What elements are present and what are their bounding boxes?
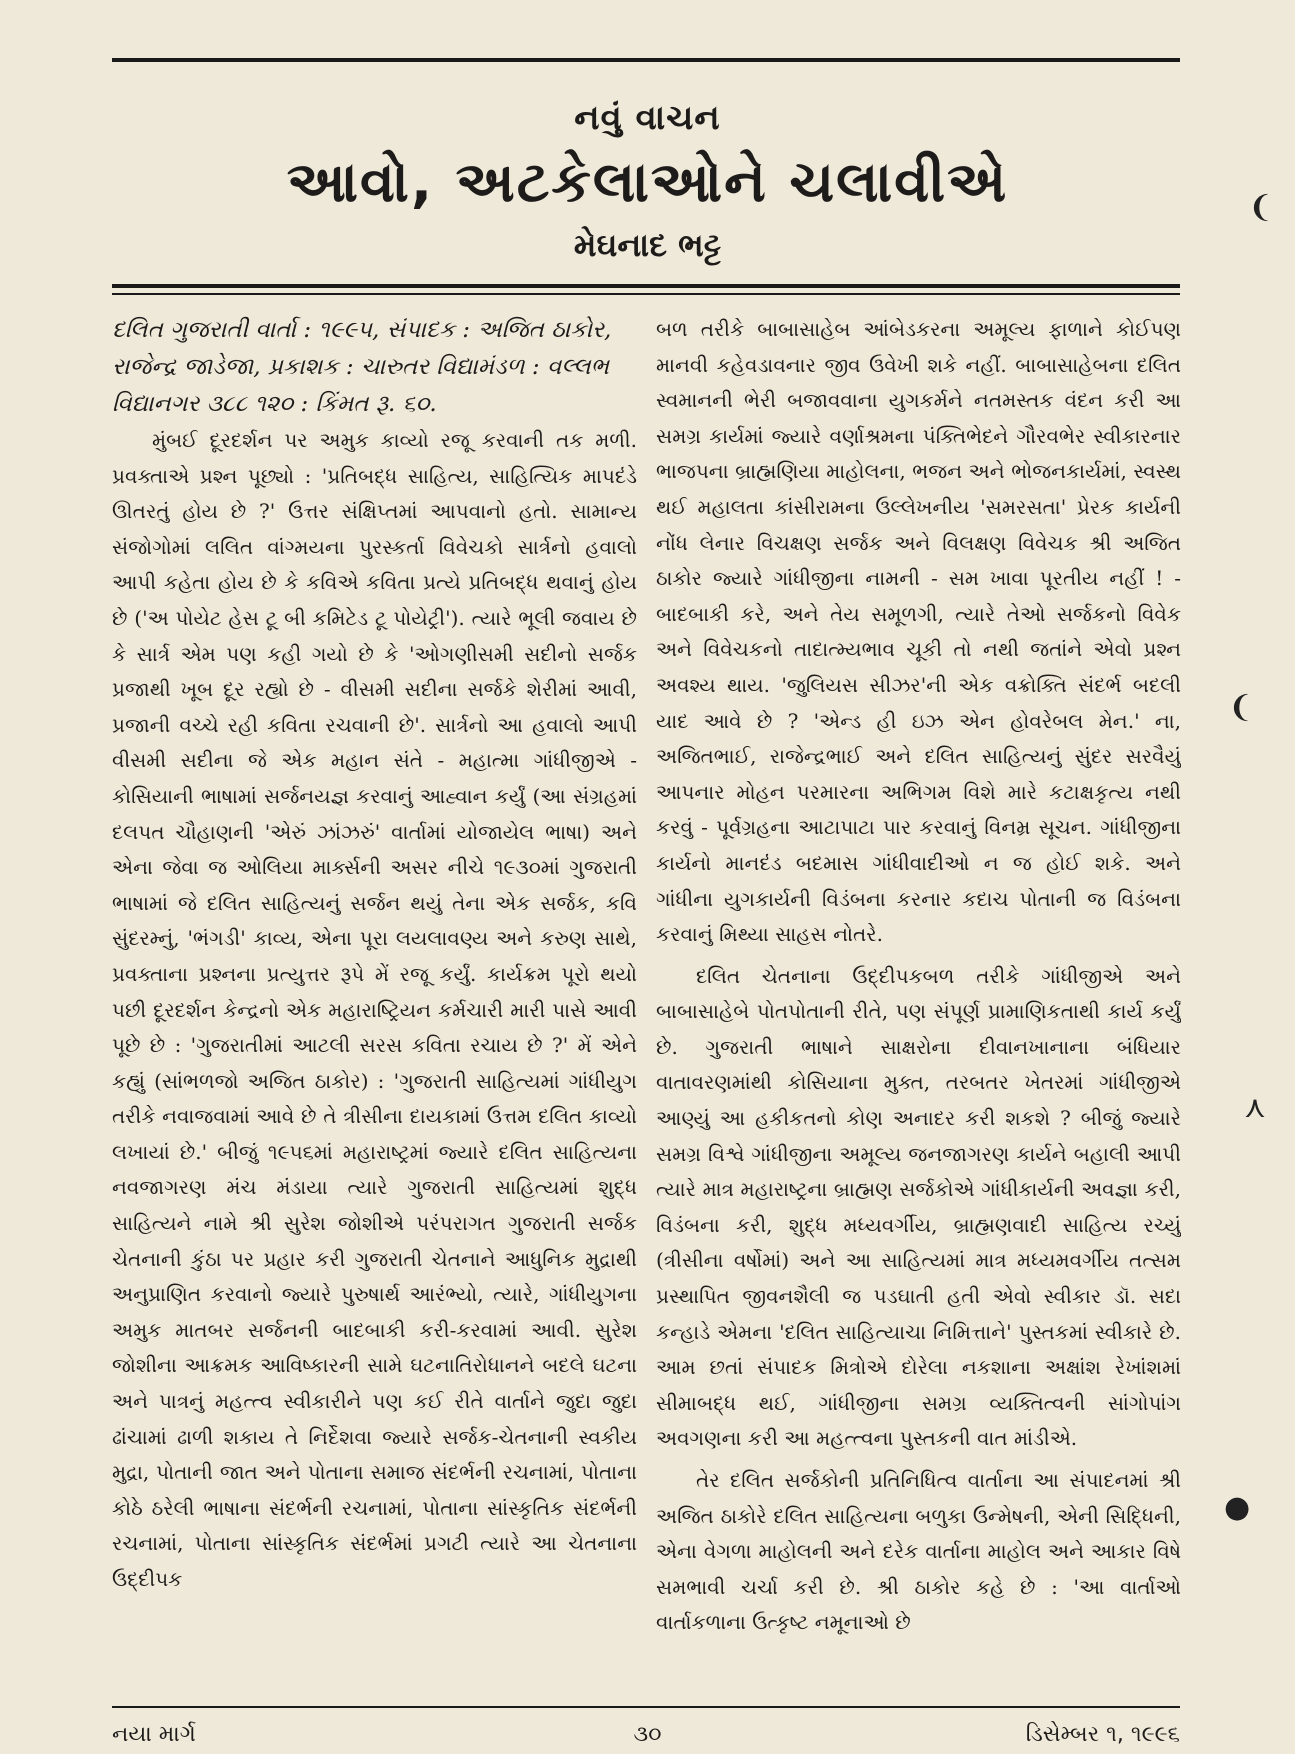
right-column bbox=[656, 312, 1181, 1692]
footer-page-number: ૩૦ bbox=[633, 1722, 662, 1747]
ink-blot-icon: ● bbox=[1224, 1490, 1251, 1525]
right-paragraph-1: બળ તરીકે બાબાસાહેબ આંબેડકરના અમૂલ્ય ફાળાને કોઈપણ માનવી કહેવડાવનાર જીવ ઉવેખી શકે નહીં. બાબાસાહેબના દલિત સ્વમાનની ભેરી બજાવવાના યુગકર્મને નતમસ્તક વંદન કરી આ સમગ્ર કાર્યમાં જ્યારે વર્ણાશ્રમના પંક્તિભેદને ગૌરવભેર સ્વીકારનાર ભાજપના બ્રાહ્મણિયા માહોલના, ભજન અને ભોજનકાર્યમાં, સ્વસ્થ થઈ મહાલતા કાંસીરામના ઉલ્લેખનીય 'સમરસતા' પ્રેરક કાર્યની નોંધ લેનાર વિચક્ષણ સર્જક અને વિલક્ષણ વિવેચક શ્રી અજિત ઠાકોર જ્યારે ગાંધીજીના નામની - સમ ખાવા પૂરતીય નહીં ! - બાદબાકી કરે, અને તેય સમૂળગી, ત્યારે તેઓ સર્જકનો વિવેક અને વિવેચકનો તાદાત્મ્યભાવ ચૂકી તો નથી જતાંને એવો પ્રશ્ન અવશ્ય થાય. 'જુલિયસ સીઝર'ની એક વક્રોક્તિ સંદર્ભ બદલી યાદ આવે છે ? 'એન્ડ હી ઇઝ એન હોવરેબલ મેન.' ના, અજિતભાઈ, રાજેન્દ્રભાઈ અને દલિત સાહિત્યનું સુંદર સરવૈયું આપનાર મોહન પરમારના અભિગમ વિશે મારે કટાક્ષકૃત્ય નથી કરવું - પૂર્વગ્રહના આટાપાટા પાર કરવાનું વિનમ્ર સૂચન. ગાંધીજીના કાર્યનો માનદંડ બદમાસ ગાંધીવાદીઓ ન જ હોઈ શકે. અને ગાંધીના યુગકાર્યની વિડંબના કરનાર કદાચ પોતાની જ વિડંબના કરવાનું મિથ્યા સાહસ નોતરે. bbox=[656, 317, 1181, 947]
section-kicker: નવું વાચન bbox=[574, 98, 721, 138]
margin-mark-icon: ⋏ bbox=[1244, 1090, 1266, 1125]
footer-rule bbox=[112, 1706, 1180, 1708]
book-info: દલિત ગુજરાતી વાર્તા : ૧૯૯૫, સંપાદક : અજિત ઠાકોર, રાજેન્દ્ર જાડેજા, પ્રકાશક : ચારુતર વિદ્યામંડળ : વલ્લભ વિદ્યાનગર ૩૮૮ ૧૨૦ : કિંમત રૂ. ૬૦. bbox=[112, 317, 612, 417]
article-author: મેઘનાદ ભટ્ટ bbox=[573, 226, 722, 264]
right-paragraph-3: તેર દલિત સર્જકોની પ્રતિનિધિત્વ વાર્તાના આ સંપાદનમાં શ્રી અજિત ઠાકોરે દલિત સાહિત્યના બળુકા ઉન્મેષની, એની સિદ્ધિની, એના વેગળા માહોલની અને દરેક વાર્તાના માહોલ અને આકાર વિષે સમભાવી ચર્ચા કરી છે. શ્રી ઠાકોર કહે છે : 'આ વાર્તાઓ વાર્તાકળાના ઉત્કૃષ્ટ નમૂનાઓ છે bbox=[656, 1468, 1181, 1635]
header-rule-thick bbox=[112, 284, 1180, 288]
margin-mark-icon: ❨ bbox=[1228, 690, 1254, 725]
left-paragraph-1: મુંબઈ દૂરદર્શન પર અમુક કાવ્યો રજૂ કરવાની તક મળી. પ્રવક્તાએ પ્રશ્ન પૂછ્યો : 'પ્રતિબદ્ધ સાહિત્ય, સાહિત્યિક માપદંડે ઊતરતું હોય છે ?' ઉત્તર સંક્ષિપ્તમાં આપવાનો હતો. સામાન્ય સંજોગોમાં લલિત વાંગ્મયના પુરસ્કર્તા વિવેચકો સાર્ત્રનો હવાલો આપી કહેતા હોય છે કે કવિએ કવિતા પ્રત્યે પ્રતિબદ્ધ થવાનું હોય છે ('અ પોયેટ હેસ ટૂ બી કમિટેડ ટૂ પોયેટ્રી'). ત્યારે ભૂલી જવાય છે કે સાર્ત્ર એમ પણ કહી ગયો છે કે 'ઓગણીસમી સદીનો સર્જક પ્રજાથી ખૂબ દૂર રહ્યો છે - વીસમી સદીના સર્જકે શેરીમાં આવી, પ્રજાની વચ્ચે રહી કવિતા રચવાની છે'. સાર્ત્રનો આ હવાલો આપી વીસમી સદીના જે એક મહાન સંતે - મહાત્મા ગાંધીજીએ - કોસિયાની ભાષામાં સર્જનયજ્ઞ કરવાનું આહ્વાન કર્યું (આ સંગ્રહમાં દલપત ચૌહાણની 'એરું ઝાંઝરું' વાર્તામાં યોજાયેલ ભાષા) અને એના જેવા જ ઓલિયા માર્ક્સની અસર નીચે ૧૯૩૦માં ગુજરાતી ભાષામાં જે દલિત સાહિત્યનું સર્જન થયું તેના એક સર્જક, કવિ સુંદરમ્નું, 'ભંગડી' કાવ્ય, એના પૂરા લયલાવણ્ય અને કરુણ સાથે, પ્રવક્તાના પ્રશ્નના પ્રત્યુત્તર રૂપે મેં રજૂ કર્યું. કાર્યક્રમ પૂરો થયો પછી દૂરદર્શન કેન્દ્રનો એક મહારાષ્ટ્રિયન કર્મચારી મારી પાસે આવી પૂછે છે : 'ગુજરાતીમાં આટલી સરસ કવિતા રચાય છે ?' મેં એને કહ્યું (સાંભળજો અજિત ઠાકોર) : 'ગુજરાતી સાહિત્યમાં ગાંધીયુગ તરીકે નવાજવામાં આવે છે તે ત્રીસીના દાયકામાં ઉત્તમ દલિત કાવ્યો લખાયાં છે.' બીજું ૧૯૫૬માં મહારાષ્ટ્રમાં જ્યારે દલિત સાહિત્યના નવજાગરણ મંચ મંડાયા ત્યારે ગુજરાતી સાહિત્યમાં શુદ્ધ સાહિત્યને નામે શ્રી સુરેશ જોશીએ પરંપરાગત ગુજરાતી સર્જક ચેતનાની કુંઠા પર પ્રહાર કરી ગુજરાતી ચેતનાને આધુનિક મુદ્રાથી અનુપ્રાણિત કરવાનો જ્યારે પુરુષાર્થ આરંભ્યો, ત્યારે, ગાંધીયુગના અમુક માતબર સર્જનની બાદબાકી કરી-કરવામાં આવી. સુરેશ જોશીના આક્રમક આવિષ્કારની સામે ઘટનાતિરોધાનને બદલે ઘટના અને પાત્રનું મહત્ત્વ સ્વીકારીને પણ કઈ રીતે વાર્તાને જુદા જુદા ઢાંચામાં ઢાળી શકાય તે નિર્દેશવા જ્યારે સર્જક-ચેતનાની સ્વકીય મુદ્રા, પોતાની જાત અને પોતાના સમાજ સંદર્ભની રચનામાં, પોતાના કોઠે ઠરેલી ભાષાના સંદર્ભની રચનામાં, પોતાના સાંસ્કૃતિક સંદર્ભની રચનામાં, પોતાના સાંસ્કૃતિક સંદર્ભમાં પ્રગટી ત્યારે આ ચેતનાના ઉદ્દીપક bbox=[112, 428, 637, 1591]
left-column bbox=[112, 312, 637, 1692]
top-rule bbox=[112, 58, 1180, 62]
footer-date: ડિસેમ્બર ૧, ૧૯૯૬ bbox=[1025, 1722, 1180, 1747]
header-rule-thin bbox=[112, 293, 1180, 295]
margin-mark-icon: ❨ bbox=[1248, 190, 1274, 225]
article-title: આવો, અટકેલાઓને ચલાવીએ bbox=[286, 150, 1009, 215]
footer-publication: નયા માર્ગ bbox=[112, 1722, 196, 1747]
right-paragraph-2: દલિત ચેતનાના ઉદ્દીપકબળ તરીકે ગાંધીજીએ અને બાબાસાહેબે પોતપોતાની રીતે, પણ સંપૂર્ણ પ્રામાણિકતાથી કાર્ય કર્યું છે. ગુજરાતી ભાષાને સાક્ષરોના દીવાનખાનાના બંધિયાર વાતાવરણમાંથી કોસિયાના મુક્ત, તરબતર ખેતરમાં ગાંધીજીએ આણ્યું આ હકીકતનો કોણ અનાદર કરી શકશે ? બીજું જ્યારે સમગ્ર વિશ્વે ગાંધીજીના અમૂલ્ય જનજાગરણ કાર્યને બહાલી આપી ત્યારે માત્ર મહારાષ્ટ્રના બ્રાહ્મણ સર્જકોએ ગાંધીકાર્યની અવજ્ઞા કરી, વિડંબના કરી, શુદ્ધ મધ્યવર્ગીય, બ્રાહ્મણવાદી સાહિત્ય રચ્યું (ત્રીસીના વર્ષોમાં) અને આ સાહિત્યમાં માત્ર મધ્યમવર્ગીય તત્સમ પ્રસ્થાપિત જીવનશૈલી જ પડઘાતી હતી એવો સ્વીકાર ડૉ. સદા કન્હાડે એમના 'દલિત સાહિત્યાચા નિમિત્તાને' પુસ્તકમાં સ્વીકારે છે. આમ છતાં સંપાદક મિત્રોએ દોરેલા નકશાના અક્ષાંશ રેખાંશમાં સીમાબદ્ધ થઈ, ગાંધીજીના સમગ્ર વ્યક્તિત્વની સાંગોપાંગ અવગણના કરી આ મહત્ત્વના પુસ્તકની વાત માંડીએ. bbox=[656, 963, 1181, 1451]
